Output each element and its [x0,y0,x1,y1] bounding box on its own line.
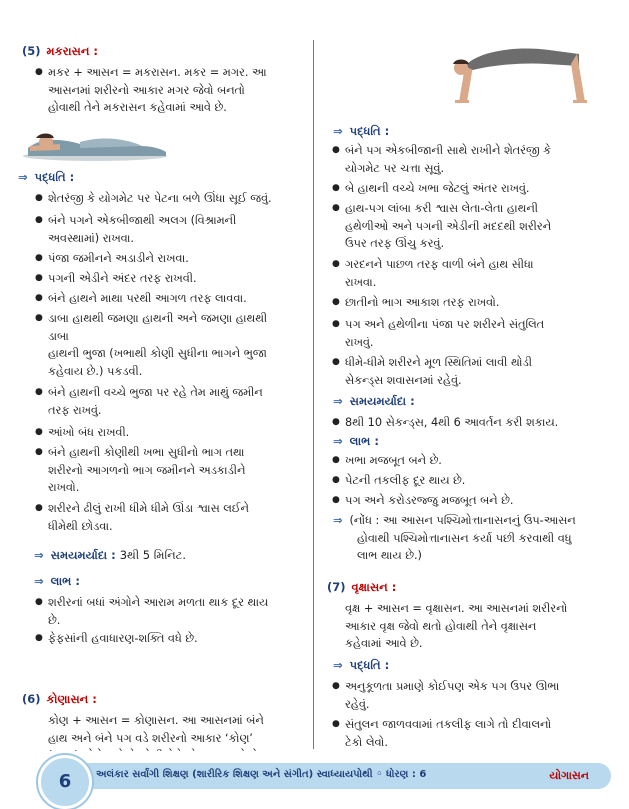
konasan-step: ● બંને પગ એકબીજાની સાથે રાખીને શેતરંજી કે યોગમેટ પર ચત્તા સૂવું. [345,142,615,177]
konasan-step: ● બે હાથની વચ્ચે ખભા જેટલું અંતર રાખવું. [345,180,615,198]
section-title: વૃક્ષાસન : [351,580,397,594]
footer-title: અલંકાર સર્વાંગી શિક્ષણ (શારીરિક શિક્ષણ અને સંગીત) સ્વાધ્યાયપોથી ◦ ધોરણ : 6 [96,769,427,780]
section-number: (6) [22,692,41,706]
vrikshasan-heading [327,580,396,595]
page-footer [0,751,629,809]
arrow-icon: ⇒ [333,514,343,527]
konasan-benefits-heading: ⇒ લાભ : [333,434,379,448]
section-number: (5) [22,44,41,58]
section-number: (7) [327,580,346,594]
makarasan-heading [22,44,98,59]
konasan-step: ● છાતીનો ભાગ આકાશ તરફ રાખવો. [345,294,615,312]
arrow-icon: ⇒ [18,170,28,184]
konasan-step: ● હાથ-પગ લાંબા કરી શ્વાસ લેતા-લેતા હાથની હથેળીઓ અને પગની એડીની મદદથી શરીરને ઉપર તરફ ઊંચુ કરવું. [345,200,615,253]
makarasan-step: ● પંજા જમીનને અડાડીને રાખવા. [48,250,304,268]
left-column [14,0,307,751]
makarasan-step: ● શરીરને ઢીલું રાખી ધીમે ધીમે ઊંડા શ્વાસ લઈને ધીમેથી છોડવા. [48,500,304,535]
makarasan-intro: ● મકર + આસન = મકરાસન. મકર = મગર. આ આસનમાં શરીરનો આકાર મગર જેવો બનતો હોવાથી તેને મકરાસન કહેવામાં આવે છે. [48,64,304,117]
makarasan-step: ● શેતરંજી કે યોગમેટ પર પેટના બળે ઊંધા સૂઈ જવું. [48,190,304,208]
konasan-benefit: ● પેટની તકલીફ દૂર થાય છે. [345,472,615,490]
footer-section-label: યોગાસન [549,769,589,782]
konasan-intro: કોણ + આસન = કોણાસન. આ આસનમાં બંને હાથ અને બંને પગ વડે શરીરનો આકાર ‘કોણ’ [48,714,264,745]
vrikshasan-step: ● અનુકૂળતા પ્રમાણે કોઈપણ એક પગ ઉપર ઊભા રહેવું. [345,678,615,713]
makarasan-method-heading: ⇒ પદ્ધતિ : [18,170,75,184]
makarasan-benefit: ● શરીરનાં બધાં અંગોને આરામ મળતા થાક દૂર થાય છે. [48,594,304,629]
konasan-benefit: ● પગ અને કરોડરજ્જુ મજબૂત બને છે. [345,492,615,510]
konasan-duration: ● 8થી 10 સેકન્ડ્સ, 4થી 6 આવર્તન કરી શકાય. [345,414,615,432]
konasan-benefit: ● ખભા મજબૂત બને છે. [345,452,615,470]
makarasan-duration: ⇒ સમયમર્યાદા : 3થી 5 મિનિટ. [34,548,187,562]
arrow-icon: ⇒ [333,394,343,408]
konasan-pose-illustration [439,36,589,106]
makarasan-step: ● બંને હાથને માથા પરથી આગળ તરફ લાવવા. [48,290,304,308]
vrikshasan-intro: વૃક્ષ + આસન = વૃક્ષાસન. આ આસનમાં શરીરનો આકાર વૃક્ષ જેવો થતો હોવાથી તેને વૃક્ષાસન કહેવામાં આવે છે. [345,602,568,650]
makarasan-benefits-heading: ⇒ લાભ : [34,574,80,588]
konasan-heading [22,692,97,707]
vrikshasan-step: ● સંતુલન જાળવવામાં તકલીફ લાગે તો દીવાલનો ટેકો લેવો. [345,716,615,751]
section-title: મકરાસન : [46,44,99,58]
konasan-method-heading: ⇒ પદ્ધતિ : [333,124,390,138]
makarasan-step: ● પગની એડીને અંદર તરફ રાખવી. [48,270,304,288]
arrow-icon: ⇒ [34,574,44,588]
makarasan-step: ● બંને હાથની કોણીથી ખભા સુધીનો ભાગ તથા શરીરનો આગળનો ભાગ જમીનને અડકાડીને રાખવો. [48,444,304,497]
makarasan-step: ● બંને હાથની વચ્ચે ભુજા પર રહે તેમ માથું જમીન તરફ રાખવું. [48,384,304,419]
makarasan-step: ● આંખો બંધ રાખવી. [48,424,304,442]
right-column [321,0,617,751]
column-divider [313,40,314,749]
page-number: 6 [38,755,92,809]
arrow-icon: ⇒ [34,548,44,562]
makarasan-pose-illustration [20,118,170,164]
konasan-step: ● ધીમે-ધીમે શરીરને મૂળ સ્થિતિમાં લાવી થોડી સેકન્ડ્સ શવાસનમાં રહેવું. [345,354,615,389]
arrow-icon: ⇒ [333,658,343,672]
vrikshasan-method-heading: ⇒ પદ્ધતિ : [333,658,390,672]
konasan-step: ● પગ અને હથેળીના પંજા પર શરીરને સંતુલિત રાખવું. [345,316,615,351]
makarasan-step: ● ડાબા હાથથી જમણા હાથની અને જમણા હાથથી ડાબા હાથની ભુજા (ખભાથી કોણી સુધીના ભાગને ભુજા કહેવાય છે.) પકડવી. [48,310,304,380]
konasan-step: ● ગરદનને પાછળ તરફ વાળી બંને હાથ સીધા રાખવા. [345,256,615,291]
makarasan-benefit: ● ફેફસાંની હવાધારણ-શક્તિ વધે છે. [48,630,304,648]
konasan-note: ⇒ (નોંધ : આ આસન પશ્ચિમોત્તાનાસનનું ઉપ-આસન હોવાથી પશ્ચિમોત્તાનાસન કર્યા પછી કરવાથી વધુ લાભ થાય છે.) [333,514,576,562]
arrow-icon: ⇒ [333,124,343,138]
arrow-icon: ⇒ [333,434,343,448]
konasan-duration-heading: ⇒ સમયમર્યાદા : [333,394,415,408]
section-title: કોણાસન : [46,692,97,706]
makarasan-step: ● બંને પગને એકબીજાથી અલગ (વિશ્રામની અવસ્થામાં) રાખવા. [48,212,304,247]
